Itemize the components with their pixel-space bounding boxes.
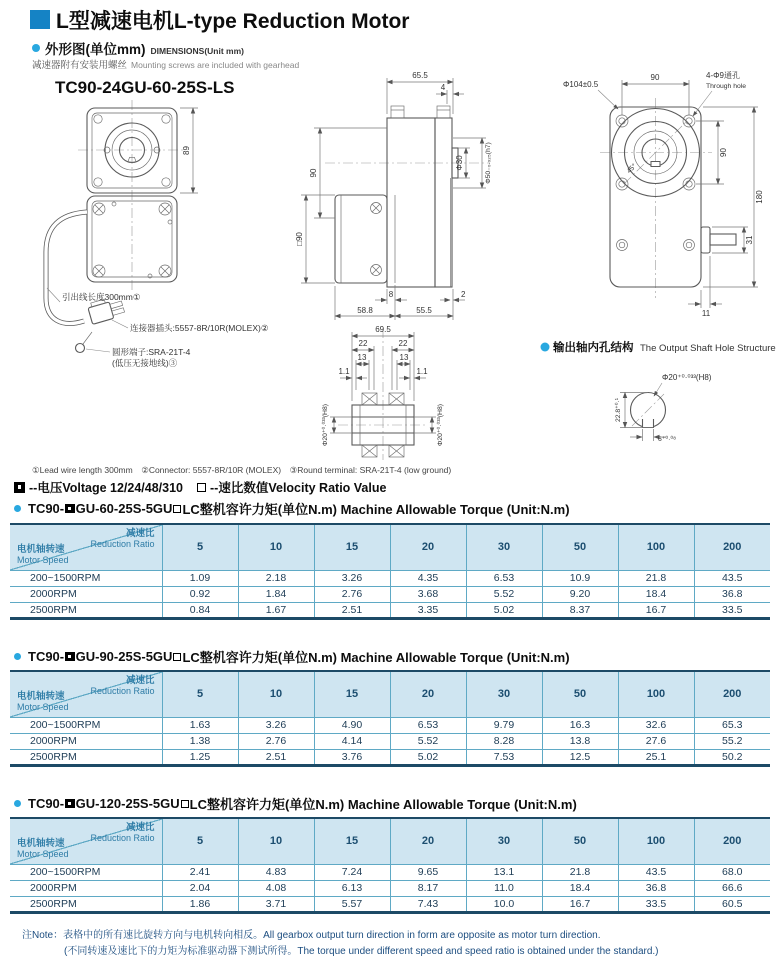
title-mid: GU-60-25S-5GU (75, 501, 173, 516)
ratio-column-header: 5 (162, 524, 238, 570)
reduction-ratio-label: 减速比 Reduction Ratio (90, 822, 155, 844)
motor-speed-label: 电机轴转速 Motor Speed (17, 837, 69, 860)
dim-d104: Φ104±0.5 (563, 80, 599, 89)
motor-speed-value: 200~1500RPM (10, 570, 162, 586)
torque-table-90 (10, 670, 770, 767)
through-hole-label-en: Through hole (706, 83, 747, 90)
voltage-placeholder-icon (65, 652, 75, 662)
output-hole-section (541, 340, 776, 443)
corner-header-cell (10, 671, 162, 717)
ratio-column-header: 30 (466, 671, 542, 717)
dim-8: 8 (388, 290, 394, 299)
reduction-ratio-label: 减速比 Reduction Ratio (90, 528, 155, 550)
lead-wire-label: 引出线长度300mm① (62, 292, 141, 302)
torque-value: 68.0 (694, 864, 770, 880)
dim-22-left: 22 (358, 339, 368, 348)
torque-value: 1.63 (162, 717, 238, 733)
ratio-column-header: 10 (238, 524, 314, 570)
drawing-footnote: ①Lead wire length 300mm ②Connector: 5557-8R/10R (MOLEX) ③Round terminal: SRA-21T-4 (low ground) (32, 465, 452, 475)
note-label: 注Note： (22, 930, 64, 941)
torque-value: 5.02 (466, 602, 542, 618)
torque-value: 21.8 (542, 864, 618, 880)
dim-1-1-left: 1.1 (338, 367, 350, 376)
ratio-column-header: 100 (618, 818, 694, 864)
ratio-column-header: 100 (618, 671, 694, 717)
ratio-placeholder-icon (181, 800, 189, 808)
torque-value: 6.13 (314, 880, 390, 896)
table-row (10, 570, 770, 586)
torque-value: 43.5 (694, 570, 770, 586)
dim-55-5: 55.5 (416, 306, 432, 315)
front-view-drawing (46, 100, 269, 368)
torque-value: 6.53 (390, 717, 466, 733)
ratio-column-header: 200 (694, 818, 770, 864)
reduction-ratio-label: 减速比 Reduction Ratio (90, 675, 155, 697)
motor-speed-value: 2000RPM (10, 586, 162, 602)
torque-value: 10.0 (466, 896, 542, 912)
torque-value: 13.1 (466, 864, 542, 880)
torque-value: 8.17 (390, 880, 466, 896)
torque-value: 1.09 (162, 570, 238, 586)
torque-value: 2.41 (162, 864, 238, 880)
title-suffix: LC整机容许力矩(单位N.m) Machine Allowable Torque (Unit:N.m) (182, 502, 570, 517)
ratio-column-header: 10 (238, 671, 314, 717)
motor-speed-value: 200~1500RPM (10, 864, 162, 880)
torque-value: 3.26 (314, 570, 390, 586)
dim-13-left: 13 (357, 353, 367, 362)
model-number: TC90-24GU-60-25S-LS (55, 78, 235, 97)
through-hole-label-zh: 4-Φ9通孔 (706, 71, 740, 80)
title-mid: GU-90-25S-5GU (75, 649, 173, 664)
ratio-column-header: 15 (314, 524, 390, 570)
dim-d50: Φ50₋₀.₀₂₅(h7) (485, 142, 492, 184)
dim-rear-h90: 90 (719, 148, 728, 157)
output-hole-heading-zh: 输出轴内孔结构 (553, 342, 634, 354)
torque-value: 3.76 (314, 749, 390, 765)
mounting-note-en: Mounting screws are included with gearhead (131, 60, 300, 70)
torque-value: 11.0 (466, 880, 542, 896)
torque-value: 6.53 (466, 570, 542, 586)
torque-value: 9.20 (542, 586, 618, 602)
ratio-column-header: 5 (162, 671, 238, 717)
torque-value: 5.57 (314, 896, 390, 912)
dimensions-heading-en: DIMENSIONS(Unit mm) (150, 46, 244, 56)
shaft-section-drawing (321, 325, 444, 460)
page-title: L型减速电机L-type Reduction Motor (56, 10, 410, 33)
table-row (10, 880, 770, 896)
torque-value: 4.08 (238, 880, 314, 896)
torque-value: 12.5 (542, 749, 618, 765)
torque-value: 60.5 (694, 896, 770, 912)
torque-value: 55.2 (694, 733, 770, 749)
dim-11: 11 (701, 309, 711, 318)
torque-value: 3.26 (238, 717, 314, 733)
voltage-placeholder-icon (65, 504, 75, 514)
title-suffix: LC整机容许力矩(单位N.m) Machine Allowable Torque (Unit:N.m) (182, 650, 570, 665)
legend-voltage: --电压Voltage 12/24/48/310 (29, 481, 184, 495)
torque-value: 25.1 (618, 749, 694, 765)
table-row (10, 717, 770, 733)
dimensions-heading-zh: 外形图(单位mm) (45, 42, 146, 57)
title-square-icon (30, 10, 50, 29)
dim-side-width: 65.5 (412, 71, 428, 80)
torque-value: 3.68 (390, 586, 466, 602)
torque-value: 4.35 (390, 570, 466, 586)
title-prefix: TC90- (28, 796, 65, 811)
output-hole-heading-en: The Output Shaft Hole Structure (640, 343, 776, 354)
torque-value: 33.5 (618, 896, 694, 912)
ratio-column-header: 20 (390, 671, 466, 717)
title-suffix: LC整机容许力矩(单位N.m) Machine Allowable Torque (Unit:N.m) (189, 797, 577, 812)
torque-value: 8.28 (466, 733, 542, 749)
table-row (10, 749, 770, 765)
torque-value: 36.8 (618, 880, 694, 896)
torque-value: 9.79 (466, 717, 542, 733)
motor-speed-label: 电机轴转速 Motor Speed (17, 543, 69, 566)
torque-value: 66.6 (694, 880, 770, 896)
torque-value: 27.6 (618, 733, 694, 749)
torque-value: 3.35 (390, 602, 466, 618)
title-prefix: TC90- (28, 649, 65, 664)
torque-value: 5.52 (466, 586, 542, 602)
torque-value: 2.76 (238, 733, 314, 749)
torque-value: 50.2 (694, 749, 770, 765)
torque-value: 0.92 (162, 586, 238, 602)
torque-value: 1.67 (238, 602, 314, 618)
ratio-placeholder-icon (197, 483, 206, 492)
dim-13-right: 13 (399, 353, 409, 362)
ratio-column-header: 30 (466, 524, 542, 570)
rear-view-drawing (563, 70, 764, 318)
side-view-drawing (295, 71, 492, 320)
torque-value: 16.3 (542, 717, 618, 733)
motor-speed-label: 电机轴转速 Motor Speed (17, 690, 69, 713)
note-line-2: (不同转速及速比下的力矩为标准驱动器下测试所得。The torque under different speed and speed ratio is obtained under the standard.) (64, 945, 659, 957)
ratio-column-header: 5 (162, 818, 238, 864)
torque-value: 13.8 (542, 733, 618, 749)
torque-value: 4.14 (314, 733, 390, 749)
torque-value: 8.37 (542, 602, 618, 618)
torque-value: 1.25 (162, 749, 238, 765)
dim-2: 2 (461, 290, 466, 299)
torque-value: 2.51 (238, 749, 314, 765)
torque-value: 1.38 (162, 733, 238, 749)
ratio-column-header: 50 (542, 818, 618, 864)
ratio-column-header: 50 (542, 671, 618, 717)
dim-22-8: 22.8⁺⁰·¹ (615, 397, 622, 423)
ratio-column-header: 30 (466, 818, 542, 864)
torque-value: 9.65 (390, 864, 466, 880)
ratio-column-header: 10 (238, 818, 314, 864)
torque-value: 2.04 (162, 880, 238, 896)
table-row (10, 586, 770, 602)
torque-value: 7.43 (390, 896, 466, 912)
dim-1-1-right: 1.1 (416, 367, 428, 376)
terminal-label-2: (低压无接地线)③ (112, 358, 178, 368)
table-row (10, 602, 770, 618)
gearbox-screws (93, 202, 172, 278)
bullet-icon (14, 505, 21, 512)
torque-value: 10.9 (542, 570, 618, 586)
bullet-icon (541, 343, 550, 352)
motor-speed-value: 2000RPM (10, 880, 162, 896)
torque-value: 3.71 (238, 896, 314, 912)
torque-value: 18.4 (542, 880, 618, 896)
connector-label: 连接器插头:5557-8R/10R(MOLEX)② (130, 323, 269, 333)
motor-speed-value: 2500RPM (10, 896, 162, 912)
ratio-column-header: 100 (618, 524, 694, 570)
motor-speed-value: 2500RPM (10, 602, 162, 618)
torque-value: 5.52 (390, 733, 466, 749)
terminal-label-1: 圆形端子:SRA-21T-4 (112, 347, 191, 357)
motor-speed-value: 2000RPM (10, 733, 162, 749)
torque-value: 36.8 (694, 586, 770, 602)
note-line-1: 注Note：表格中的所有速比旋转方向与电机转向相反。All gearbox output turn direction in form are opposite as motor turn direction. (22, 930, 601, 941)
ratio-placeholder-icon (173, 653, 181, 661)
bullet-icon (14, 653, 21, 660)
torque-value: 16.7 (618, 602, 694, 618)
corner-header-cell (10, 524, 162, 570)
dim-rear-w90: 90 (650, 73, 660, 82)
voltage-placeholder-icon (14, 482, 25, 493)
torque-value: 7.53 (466, 749, 542, 765)
bottom-note (22, 928, 659, 959)
title-mid: GU-120-25S-5GU (75, 796, 180, 811)
dim-side-h90: 90 (309, 168, 318, 178)
ratio-column-header: 20 (390, 524, 466, 570)
ratio-column-header: 20 (390, 818, 466, 864)
table-row (10, 733, 770, 749)
torque-value: 21.8 (618, 570, 694, 586)
ratio-column-header: 50 (542, 524, 618, 570)
torque-value: 2.51 (314, 602, 390, 618)
ratio-column-header: 200 (694, 671, 770, 717)
bullet-icon (32, 44, 40, 52)
torque-value: 16.7 (542, 896, 618, 912)
bullet-icon (14, 800, 21, 807)
table-2-title (14, 647, 570, 666)
legend-ratio: --速比数值Velocity Ratio Value (210, 481, 387, 495)
dim-6: 6⁺⁰·⁰⁸ (658, 436, 676, 443)
table-row (10, 864, 770, 880)
torque-value: 4.83 (238, 864, 314, 880)
ratio-placeholder-icon (173, 505, 181, 513)
torque-value: 1.86 (162, 896, 238, 912)
torque-table-120 (10, 817, 770, 914)
table-row (10, 896, 770, 912)
torque-value: 65.3 (694, 717, 770, 733)
motor-speed-value: 200~1500RPM (10, 717, 162, 733)
dim-hole-d20: Φ20⁺⁰·⁰³³(H8) (662, 373, 712, 382)
model-code-legend (14, 478, 386, 496)
torque-value: 2.18 (238, 570, 314, 586)
torque-value: 4.90 (314, 717, 390, 733)
torque-value: 32.6 (618, 717, 694, 733)
motor-speed-value: 2500RPM (10, 749, 162, 765)
dim-45deg: 45° (625, 162, 639, 176)
corner-header-cell (10, 818, 162, 864)
dim-d30: Φ30 (455, 155, 464, 171)
mounting-note-zh: 减速器附有安装用螺丝 (32, 60, 128, 71)
ratio-column-header: 15 (314, 818, 390, 864)
torque-value: 1.84 (238, 586, 314, 602)
torque-value: 5.02 (390, 749, 466, 765)
table-3-title (14, 794, 577, 813)
round-terminal (76, 344, 85, 353)
torque-value: 0.84 (162, 602, 238, 618)
dim-sq90: □90 (295, 232, 304, 246)
dim-side-step: 4 (440, 83, 446, 92)
torque-value: 18.4 (618, 586, 694, 602)
table-1-title (14, 499, 570, 518)
dim-d20-right: Φ20⁺⁰·⁰³³(H8) (437, 403, 444, 447)
dim-180: 180 (755, 190, 764, 204)
dim-31: 31 (745, 235, 754, 245)
torque-value: 33.5 (694, 602, 770, 618)
voltage-placeholder-icon (65, 799, 75, 809)
ratio-column-header: 15 (314, 671, 390, 717)
dim-22-right: 22 (398, 339, 408, 348)
dimensions-heading (32, 38, 244, 58)
ratio-column-header: 200 (694, 524, 770, 570)
dim-69-5: 69.5 (375, 325, 391, 334)
title-prefix: TC90- (28, 501, 65, 516)
dimension-drawings (0, 60, 780, 462)
torque-value: 7.24 (314, 864, 390, 880)
torque-value: 2.76 (314, 586, 390, 602)
torque-table-60 (10, 523, 770, 620)
dim-front-height: 89 (182, 146, 191, 155)
dim-58-8: 58.8 (357, 306, 373, 315)
torque-value: 43.5 (618, 864, 694, 880)
dim-d20-left: Φ20⁺⁰·⁰³³(H8) (322, 403, 329, 447)
